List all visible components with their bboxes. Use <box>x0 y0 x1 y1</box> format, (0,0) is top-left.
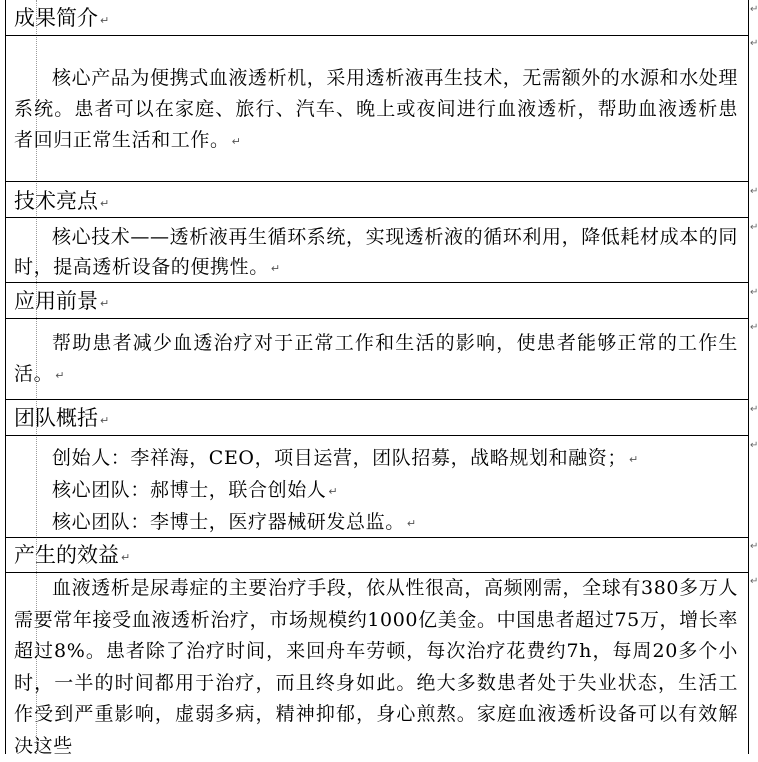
row-divider <box>5 399 749 400</box>
row-divider <box>5 35 749 36</box>
paragraph-mark: ↵ <box>750 322 758 333</box>
section-heading: 团队概括 ↵ <box>14 406 110 430</box>
paragraph-mark: ↵ <box>750 440 758 451</box>
section-body: 核心技术——透析液再生循环系统，实现透析液的循环利用，降低耗材成本的同时，提高透析设备的便携性。 ↵ <box>14 226 739 278</box>
row-divider <box>5 318 749 319</box>
section-body <box>14 443 738 539</box>
team-member-line: 核心团队：郝博士，联合创始人 ↵ <box>52 479 338 501</box>
paragraph-mark: ↵ <box>750 38 758 49</box>
team-member-line: 创始人：李祥海，CEO，项目运营，团队招募，战略规划和融资； ↵ <box>52 447 639 469</box>
row-divider <box>5 181 749 182</box>
paragraph-mark: ↵ <box>750 287 758 298</box>
team-member-line: 核心团队：李博士，医疗器械研发总监。 ↵ <box>52 511 417 533</box>
paragraph-mark: ↵ <box>750 541 758 552</box>
paragraph-mark: ↵ <box>750 404 758 415</box>
section-heading: 技术亮点 ↵ <box>14 189 110 213</box>
paragraph-mark: ↵ <box>750 4 758 15</box>
row-divider <box>5 435 749 436</box>
section-heading: 成果简介 ↵ <box>14 6 110 30</box>
paragraph-mark: ↵ <box>750 186 758 197</box>
section-heading: 产生的效益 ↵ <box>14 543 131 567</box>
section-body: 帮助患者减少血透治疗对于正常工作和生活的影响，使患者能够正常的工作生活。 ↵ <box>14 332 738 385</box>
table-left-border <box>5 0 6 754</box>
section-body: 血液透析是尿毒症的主要治疗手段，依从性很高，高频刚需，全球有380多万人需要常年接受血液透析治疗，市场规模约1000亿美金。中国患者超过75万，增长率超过8%。患者除了治疗时间，来回舟车劳顿，每次治疗花费约7h，每周20多个小时，一半的时间都用于治疗，而且终身如此。绝大多数患者处于失业状态，生活工作受到严重影响，虚弱多病，精神抑郁，身心煎熬。家庭血液透析设备可以有效解决这些 <box>14 577 738 757</box>
paragraph-mark: ↵ <box>750 576 758 587</box>
section-heading: 应用前景 ↵ <box>14 289 110 313</box>
row-divider <box>5 217 749 218</box>
paragraph-mark: ↵ <box>750 222 758 233</box>
section-body: 核心产品为便携式血液透析机，采用透析液再生技术，无需额外的水源和水处理系统。患者可以在家庭、旅行、汽车、晚上或夜间进行血液透析，帮助血液透析患者回归正常生活和工作。 ↵ <box>14 67 739 151</box>
table-right-border <box>748 0 749 754</box>
